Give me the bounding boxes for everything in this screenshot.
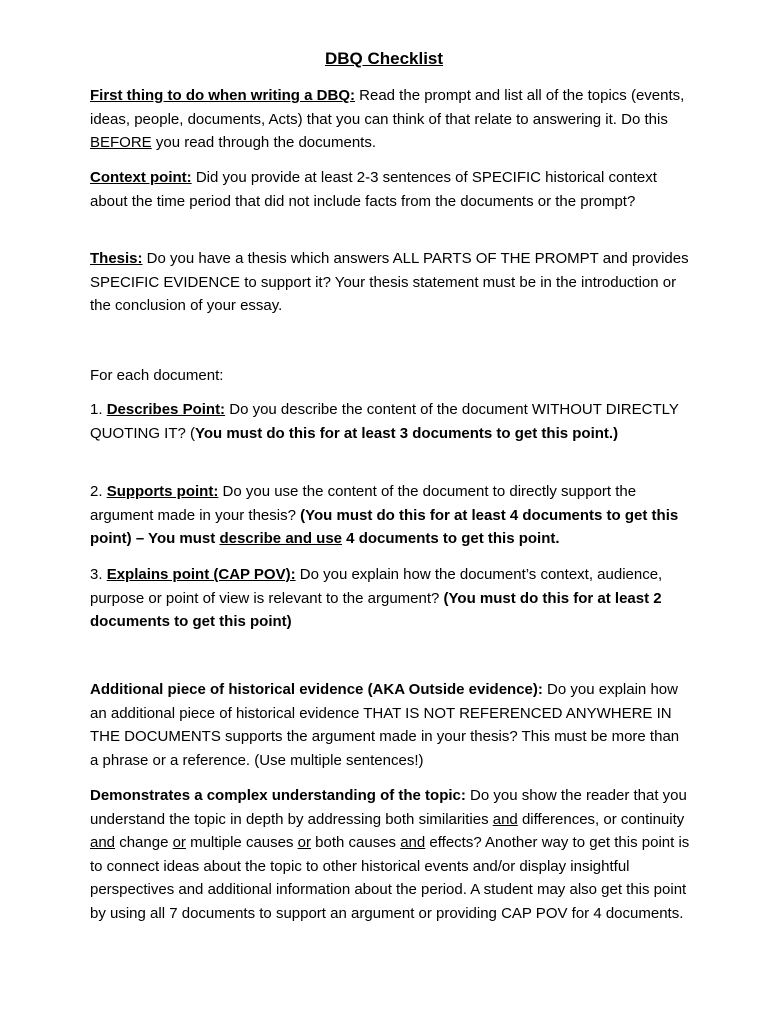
first-thing-paragraph — [90, 84, 690, 155]
supports-point-requirement: (You must do this for at least 4 documents to get this point) – You must — [90, 506, 679, 548]
describes-point-text: Do you describe the content of the document WITHOUT DIRECTLY QUOTING IT? ( — [90, 401, 679, 442]
complex-text-6: effects? Another way to get this point is to connect ideas about the topic to other historical events and/or display insightful perspectives and additional information about the period. A student may also get this point by using all 7 documents to support an argument or providing CAP POV for 4 documents. — [90, 834, 690, 922]
describes-point-item — [90, 398, 690, 445]
explains-point-label: Explains point (CAP POV): — [106, 566, 296, 583]
or-word-1: or — [172, 834, 186, 852]
for-each-document-heading: For each document: — [90, 367, 224, 384]
complex-text-5: both causes — [310, 834, 401, 852]
before-word: BEFORE — [90, 134, 152, 152]
and-word-3: and — [400, 834, 426, 852]
complex-text-2: differences, or continuity — [517, 810, 685, 828]
page-title: DBQ Checklist — [324, 49, 444, 68]
first-thing-label: First thing to do when writing a DBQ: — [90, 87, 355, 104]
item-2-number: 2. — [90, 483, 107, 500]
describes-point-label: Describes Point: — [106, 401, 226, 418]
first-thing-text-1: Read the prompt and list all of the topics (events, ideas, people, documents, Acts) that you can think of that relate to answering it. Do this — [90, 87, 685, 128]
complex-text-4: multiple causes — [185, 834, 298, 852]
explains-point-requirement: (You must do this for at least 2 documents to get this point) — [90, 589, 662, 631]
context-point-text: Did you provide at least 2-3 sentences of SPECIFIC historical context about the time period that did not include facts from the documents or the prompt? — [90, 169, 657, 210]
complex-text-1: Do you show the reader that you understand the topic in depth by addressing both similarities — [90, 787, 687, 828]
first-thing-text-2: you read through the documents. — [151, 134, 376, 152]
explains-point-item — [90, 563, 690, 634]
describes-point-requirement: You must do this for at least 3 documents to get this point.) — [195, 424, 619, 442]
item-3-number: 3. — [90, 566, 107, 583]
supports-point-label: Supports point: — [106, 483, 219, 500]
or-word-2: or — [297, 834, 311, 852]
describe-and-use-phrase: describe and use — [219, 530, 343, 548]
complex-text-3: change — [115, 834, 173, 852]
supports-point-item — [90, 480, 690, 551]
complex-understanding-paragraph — [90, 784, 690, 926]
item-1-number: 1. — [90, 401, 107, 418]
thesis-label: Thesis: — [90, 250, 143, 267]
thesis-text: Do you have a thesis which answers ALL PARTS OF THE PROMPT and provides SPECIFIC EVIDENCE to support it? Your thesis statement must be in the introduction or the conclusion of your essay. — [90, 250, 689, 315]
explains-point-text: Do you explain how the document’s context, audience, purpose or point of view is relevant to the argument? — [90, 566, 663, 607]
context-point-label: Context point: — [90, 169, 192, 186]
context-point-paragraph — [90, 166, 690, 213]
additional-evidence-text: Do you explain how an additional piece of historical evidence THAT IS NOT REFERENCED ANYWHERE IN THE DOCUMENTS supports the argument made in your thesis? This must be more than a phrase or a reference. (Use multiple sentences!) — [90, 681, 680, 769]
and-word-1: and — [492, 810, 518, 828]
additional-evidence-label: Additional piece of historical evidence (AKA Outside evidence): — [90, 681, 543, 698]
supports-point-text: Do you use the content of the document to directly support the argument made in your thesis? — [90, 483, 637, 524]
supports-point-requirement-end: 4 documents to get this point. — [342, 530, 560, 548]
additional-evidence-paragraph — [90, 678, 690, 772]
and-word-2: and — [90, 834, 116, 852]
complex-understanding-label: Demonstrates a complex understanding of the topic: — [90, 787, 466, 804]
thesis-paragraph — [90, 247, 690, 318]
